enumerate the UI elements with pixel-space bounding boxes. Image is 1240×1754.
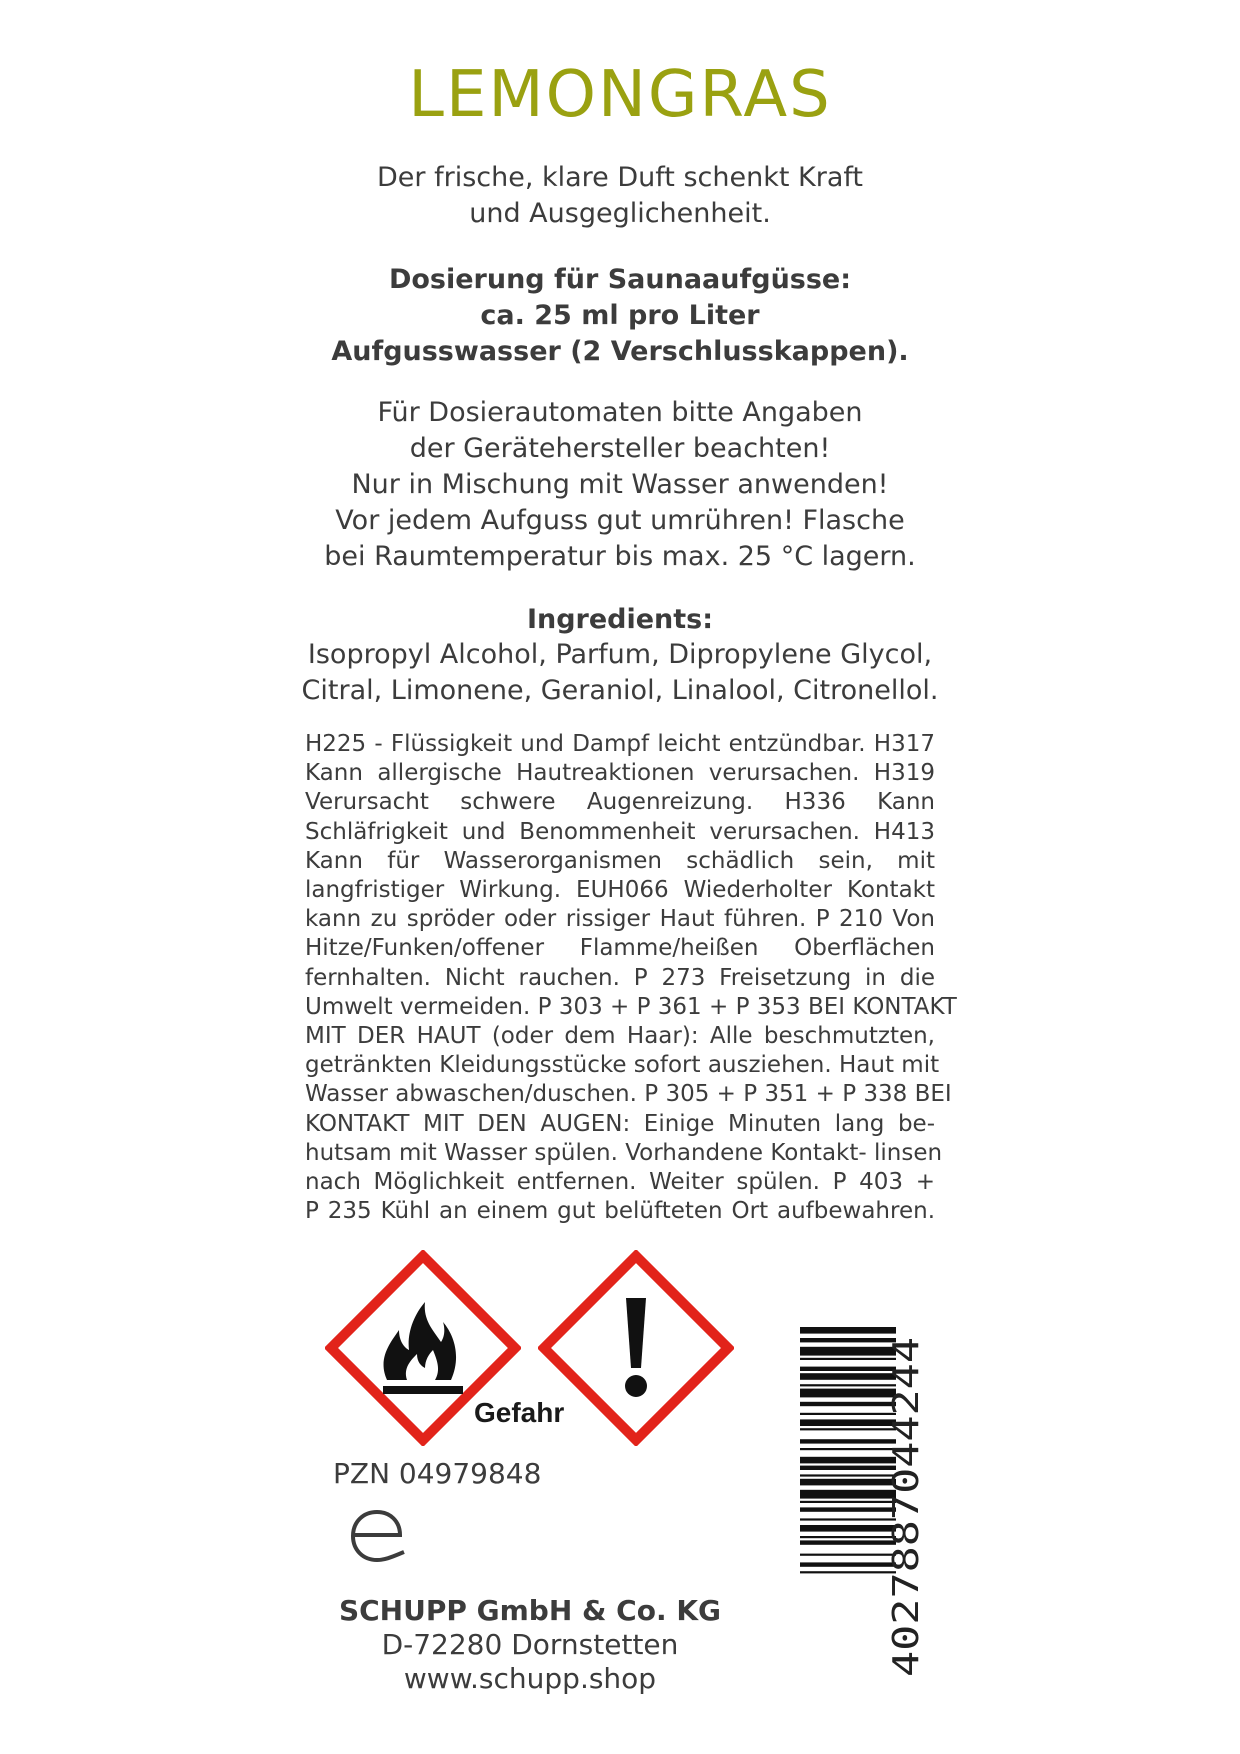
- hazard-line: langfristiger Wirkung. EUH066 Wiederholter Kontakt: [305, 877, 935, 904]
- barcode-bar: [800, 1347, 896, 1356]
- hazard-line: Kann allergische Hautreaktionen verursachen. H319: [305, 760, 935, 787]
- hazard-line: getränkten Kleidungsstücke sofort ausziehen. Haut mit: [305, 1052, 940, 1079]
- instruction-line: Nur in Mischung mit Wasser anwenden!: [351, 469, 889, 500]
- tagline-line: und Ausgeglichenheit.: [469, 198, 771, 229]
- instruction-line: bei Raumtemperatur bis max. 25 °C lagern.: [324, 541, 916, 572]
- ingredients-heading: Ingredients:: [526, 604, 714, 635]
- dosage-line: Dosierung für Saunaaufgüsse:: [388, 264, 852, 295]
- barcode-bar: [800, 1474, 896, 1476]
- barcode-bar: [800, 1518, 896, 1520]
- hazard-statements: [305, 730, 957, 1226]
- hazard-line: Kann für Wasserorganismen schädlich sein, mit: [305, 847, 935, 874]
- instruction-line: Für Dosierautomaten bitte Angaben: [377, 397, 863, 428]
- hazard-line: fernhalten. Nicht rauchen. P 273 Freisetzung in die: [305, 964, 935, 991]
- barcode-bar: [800, 1367, 896, 1371]
- hazard-line: H225 - Flüssigkeit und Dampf leicht entzündbar. H317: [305, 731, 935, 757]
- signal-word: Gefahr: [474, 1397, 565, 1428]
- barcode-bar: [800, 1358, 896, 1360]
- tagline-line: Der frische, klare Duft schenkt Kraft: [377, 162, 863, 193]
- hazard-line: kann zu spröder oder rissiger Haut führen. P 210 Von: [305, 906, 935, 933]
- ingredients-line: Citral, Limonene, Geraniol, Linalool, Citronellol.: [301, 675, 939, 706]
- hazard-line: Hitze/Funken/offener Flamme/heißen Oberflächen: [305, 935, 935, 962]
- barcode-bar: [800, 1466, 896, 1470]
- dosage-line: Aufgusswasser (2 Verschlusskappen).: [331, 336, 909, 367]
- hazard-line: Schläfrigkeit und Benommenheit verursachen. H413: [305, 818, 935, 845]
- barcode-bar: [800, 1327, 896, 1334]
- barcode-bar: [800, 1338, 896, 1342]
- dosage-info: [260, 262, 980, 370]
- barcode-bar: [800, 1540, 896, 1544]
- barcode-bar: [800, 1479, 896, 1486]
- barcode-bar: [800, 1373, 896, 1380]
- ingredients-line: Isopropyl Alcohol, Parfum, Dipropylene Glycol,: [307, 639, 933, 670]
- pzn-number: PZN 04979848: [333, 1457, 542, 1490]
- ingredients-list: [260, 637, 980, 709]
- company-address: D-72280 Dornstetten: [381, 1628, 679, 1661]
- hazard-line: hutsam mit Wasser spülen. Vorhandene Kontakt- linsen: [305, 1139, 943, 1166]
- barcode-bar: [800, 1562, 896, 1566]
- barcode-bar: [800, 1536, 896, 1538]
- instruction-line: der Gerätehersteller beachten!: [409, 433, 831, 464]
- barcode-bar: [800, 1448, 896, 1450]
- barcode: [800, 1325, 940, 1685]
- hazard-line: nach Möglichkeit entfernen. Weiter spülen. P 403 +: [305, 1169, 935, 1196]
- barcode-bar: [800, 1507, 896, 1511]
- company-website: www.schupp.shop: [403, 1662, 657, 1695]
- barcode-bar: [800, 1554, 896, 1556]
- exclamation-mark-icon: [538, 1250, 734, 1446]
- instruction-line: Vor jedem Aufguss gut umrühren! Flasche: [335, 505, 905, 536]
- barcode-bar: [800, 1402, 896, 1406]
- hazard-line: Wasser abwaschen/duschen. P 305 + P 351 + P 338 BEI: [305, 1081, 952, 1108]
- barcode-bar: [800, 1419, 896, 1426]
- barcode-bar: [800, 1525, 896, 1532]
- barcode-bar: [800, 1571, 896, 1573]
- usage-instructions: [260, 395, 980, 575]
- hazard-line: P 235 Kühl an einem gut belüfteten Ort aufbewahren.: [305, 1198, 935, 1225]
- barcode-bar: [800, 1439, 896, 1443]
- barcode-digits: 4027887044244: [886, 1395, 927, 1677]
- barcode-bar: [800, 1413, 896, 1415]
- barcode-bar: [800, 1389, 896, 1398]
- barcode-bar: [800, 1384, 896, 1386]
- barcode-bar: [800, 1457, 896, 1464]
- barcode-bar: [800, 1501, 896, 1503]
- e-mark-icon: [348, 1508, 410, 1564]
- hazard-line: MIT DER HAUT (oder dem Haar): Alle beschmutzten,: [305, 1023, 935, 1050]
- product-title: LEMONGRAS: [408, 58, 832, 132]
- barcode-bar: [800, 1490, 896, 1499]
- dosage-line: ca. 25 ml pro Liter: [480, 300, 760, 331]
- hazard-line: Verursacht schwere Augenreizung. H336 Kann: [305, 789, 935, 816]
- barcode-bar: [800, 1428, 896, 1430]
- hazard-line: Umwelt vermeiden. P 303 + P 361 + P 353 BEI KONTAKT: [305, 993, 957, 1020]
- hazard-line: KONTAKT MIT DEN AUGEN: Einige Minuten lang be-: [305, 1110, 935, 1137]
- company-info: [320, 1594, 740, 1696]
- company-name: SCHUPP GmbH & Co. KG: [338, 1594, 722, 1627]
- tagline: [260, 160, 980, 232]
